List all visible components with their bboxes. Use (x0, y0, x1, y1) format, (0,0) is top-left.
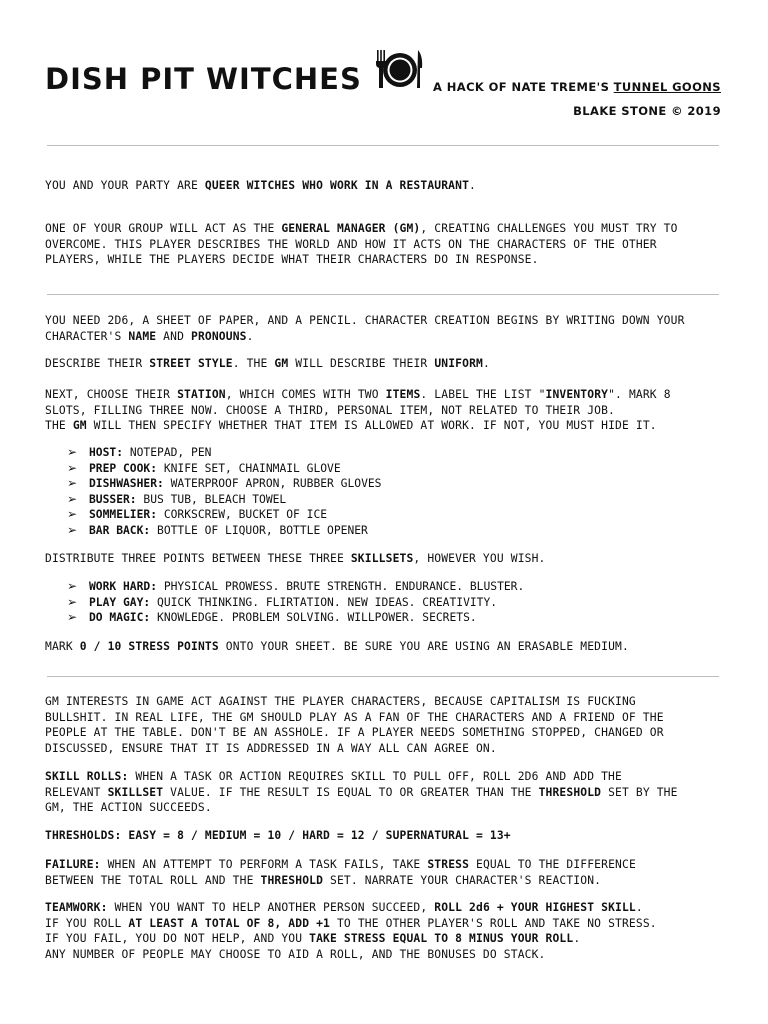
arrow-bullet-icon: ➢ (67, 445, 78, 459)
arrow-bullet-icon: ➢ (67, 594, 78, 609)
arrow-bullet-icon: ➢ (67, 522, 78, 537)
list-item: ➢ PLAY GAY: QUICK THINKING. FLIRTATION. NEW IDEAS. CREATIVITY. (67, 594, 498, 609)
arrow-bullet-icon: ➢ (67, 579, 78, 593)
author-byline: BLAKE STONE © 2019 (573, 104, 721, 118)
list-item: ➢ HOST: NOTEPAD, PEN (67, 445, 212, 459)
intro-paragraph-2: ONE OF YOUR GROUP WILL ACT AS THE GENERAL MANAGER (GM), CREATING CHALLENGES YOU MUST TRY TO OVERCOME. THIS PLAYER DESCRIBES THE WORLD AND HOW IT ACTS ON THE CHARACTERS OF THE OTHER PLAYERS, WHILE THE PLAYERS DECIDE WHAT THEIR CHARACTERS DO IN RESPONSE. (45, 222, 678, 267)
failure-paragraph: FAILURE: WHEN AN ATTEMPT TO PERFORM A TASK FAILS, TAKE STRESS EQUAL TO THE DIFFERENCE BETWEEN THE TOTAL ROLL AND THE THRESHOLD SET. NARRATE YOUR CHARACTER'S REACTION. (45, 858, 636, 887)
station-list (67, 445, 381, 539)
list-item: ➢ PREP COOK: KNIFE SET, CHAINMAIL GLOVE (67, 460, 341, 475)
arrow-bullet-icon: ➢ (67, 610, 78, 625)
creation-paragraph-1: YOU NEED 2D6, A SHEET OF PAPER, AND A PENCIL. CHARACTER CREATION BEGINS BY WRITING DOWN YOUR CHARACTER'S NAME AND PRONOUNS. (45, 314, 685, 343)
list-item: ➢ BAR BACK: BOTTLE OF LIQUOR, BOTTLE OPENER (67, 522, 368, 537)
divider (47, 145, 719, 146)
rules-paragraph-1: GM INTERESTS IN GAME ACT AGAINST THE PLAYER CHARACTERS, BECAUSE CAPITALISM IS FUCKING BULLSHIT. IN REAL LIFE, THE GM SHOULD PLAY AS A FAN OF THE CHARACTERS AND A FRIEND OF THE PEOPLE AT THE TABLE. DON'T BE AN ASSHOLE. IF A PLAYER NEEDS SOMETHING STOPPED, CHANGED OR DISCUSSED, ENSURE THAT IT IS ADDRESSED IN A WAY ALL CAN AGREE ON. (45, 695, 664, 755)
document-title: DISH PIT WITCHES (45, 62, 362, 96)
teamwork-paragraph: TEAMWORK: WHEN YOU WANT TO HELP ANOTHER PERSON SUCCEED, ROLL 2d6 + YOUR HIGHEST SKILL. IF YOU ROLL AT LEAST A TOTAL OF 8, ADD +1 TO THE OTHER PLAYER'S ROLL AND TAKE NO STRESS. IF YOU FAIL, YOU DO NOT HELP, AND YOU TAKE STRESS EQUAL TO 8 MINUS YOUR ROLL. ANY NUMBER OF PEOPLE MAY CHOOSE TO AID A ROLL, AND THE BONUSES DO STACK. (45, 901, 657, 961)
arrow-bullet-icon: ➢ (67, 460, 78, 475)
subtitle-prefix: A HACK OF NATE TREME'S (433, 80, 614, 94)
divider (47, 676, 719, 677)
arrow-bullet-icon: ➢ (67, 491, 78, 506)
creation-paragraph-4: DISTRIBUTE THREE POINTS BETWEEN THESE THREE SKILLSETS, HOWEVER YOU WISH. (45, 552, 546, 565)
creation-paragraph-2: DESCRIBE THEIR STREET STYLE. THE GM WILL DESCRIBE THEIR UNIFORM. (45, 357, 490, 370)
creation-paragraph-3: NEXT, CHOOSE THEIR STATION, WHICH COMES WITH TWO ITEMS. LABEL THE LIST "INVENTORY". MARK 8 SLOTS, FILLING THREE NOW. CHOOSE A THIRD, PERSONAL ITEM, NOT RELATED TO THEIR JOB. THE GM WILL THEN SPECIFY WHETHER THAT ITEM IS ALLOWED AT WORK. IF NOT, YOU MUST HIDE IT. (45, 388, 671, 433)
skillset-list (67, 579, 524, 626)
list-item: ➢ WORK HARD: PHYSICAL PROWESS. BRUTE STRENGTH. ENDURANCE. BLUSTER. (67, 579, 525, 593)
subtitle (433, 80, 721, 94)
arrow-bullet-icon: ➢ (67, 507, 78, 522)
divider (47, 294, 719, 295)
fork-plate-knife-icon (373, 48, 425, 92)
tunnel-goons-link[interactable]: TUNNEL GOONS (613, 80, 721, 94)
thresholds-line: THRESHOLDS: EASY = 8 / MEDIUM = 10 / HARD = 12 / SUPERNATURAL = 13+ (45, 829, 511, 842)
skill-rolls-paragraph: SKILL ROLLS: WHEN A TASK OR ACTION REQUIRES SKILL TO PULL OFF, ROLL 2D6 AND ADD THE RELEVANT SKILLSET VALUE. IF THE RESULT IS EQUAL TO OR GREATER THAN THE THRESHOLD SET BY THE GM, THE ACTION SUCCEEDS. (45, 770, 678, 815)
intro-paragraph-1: YOU AND YOUR PARTY ARE QUEER WITCHES WHO WORK IN A RESTAURANT. (45, 179, 476, 192)
list-item: ➢ SOMMELIER: CORKSCREW, BUCKET OF ICE (67, 507, 328, 522)
list-item: ➢ BUSSER: BUS TUB, BLEACH TOWEL (67, 491, 287, 506)
creation-paragraph-5: MARK 0 / 10 STRESS POINTS ONTO YOUR SHEET. BE SURE YOU ARE USING AN ERASABLE MEDIUM. (45, 640, 629, 653)
list-item: ➢ DISHWASHER: WATERPROOF APRON, RUBBER GLOVES (67, 476, 382, 491)
arrow-bullet-icon: ➢ (67, 476, 78, 491)
list-item: ➢ DO MAGIC: KNOWLEDGE. PROBLEM SOLVING. WILLPOWER. SECRETS. (67, 610, 477, 625)
